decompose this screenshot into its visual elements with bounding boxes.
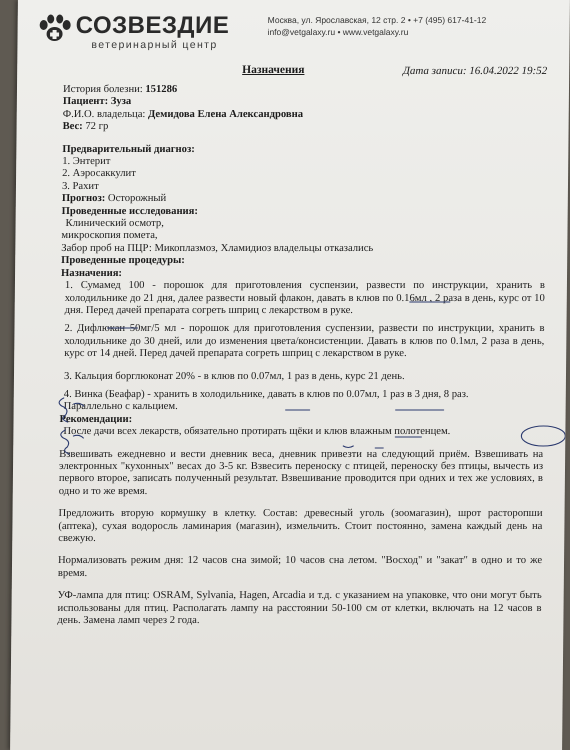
recommendation-paragraph: Нормализовать режим дня: 12 часов сна зимой; 10 часов сна летом. "Восход" и "закат" в одно и то же время. bbox=[57, 555, 543, 579]
paw-logo-icon bbox=[37, 14, 71, 44]
prognosis-value: Осторожный bbox=[107, 193, 167, 205]
title-row bbox=[17, 64, 569, 82]
recommendation-paragraph: После дачи всех лекарств, обязательно протирать щёки и клюв влажным полотенцем. bbox=[63, 426, 451, 438]
clinic-subtitle: ветеринарный центр bbox=[91, 39, 218, 51]
procedures-heading: Проведенные процедуры: bbox=[61, 255, 185, 267]
recommendations-heading: Рекомендации: bbox=[59, 413, 133, 425]
history-label: История болезни: bbox=[62, 84, 143, 95]
patient-line bbox=[63, 96, 551, 108]
clinic-header bbox=[37, 12, 559, 52]
weight-label: Вес: bbox=[62, 121, 83, 133]
investigations-heading: Проведенные исследования: bbox=[61, 205, 199, 217]
prescription-item: 1. Сумамед 100 - порошок для приготовления суспензии, развести по инструкции, хранить в холодильнике до 21 дня, далее развести новый флакон, давать в клюв по 0.16мл , 2 раза в день, курс от 10 дня. Перед дачей препарата согреть шприц с лекарством в руке. bbox=[64, 280, 545, 316]
spacer bbox=[59, 439, 547, 449]
document-body bbox=[57, 84, 551, 627]
prescription-item: 4. Винка (Беафар) - хранить в холодильнике, давать в клюв по 0.07мл, 1 раз в 3 дня, 8 раз. bbox=[63, 388, 469, 400]
record-date: Дата записи: 16.04.2022 19:52 bbox=[402, 65, 548, 77]
clinic-contacts bbox=[268, 14, 487, 38]
owner-line bbox=[63, 109, 551, 121]
clinic-web: info@vetgalaxy.ru • www.vetgalaxy.ru bbox=[267, 27, 409, 37]
history-line bbox=[63, 84, 551, 96]
diagnosis-item: 1. Энтерит bbox=[62, 156, 111, 168]
prescription-note: Параллельно с кальцием. bbox=[63, 401, 178, 413]
owner-label: Ф.И.О. владельца: bbox=[62, 108, 146, 120]
spacer bbox=[60, 361, 548, 371]
spacer bbox=[62, 134, 550, 144]
clinic-address: Москва, ул. Ярославская, 12 стр. 2 • +7 (495) 617-41-12 bbox=[267, 15, 487, 25]
prognosis-label: Прогноз: bbox=[61, 193, 106, 205]
diagnosis-item: 2. Аэросаккулит bbox=[62, 168, 136, 180]
investigation-item: микроскопия помета, bbox=[61, 230, 158, 242]
history-value: 151286 bbox=[145, 84, 178, 95]
investigation-item: Забор проб на ПЦР: Микоплазмоз, Хламидиоз владельцы отказались bbox=[61, 242, 374, 254]
document-sheet bbox=[10, 0, 570, 750]
recommendation-paragraph: Взвешивать ежедневно и вести дневник веса, дневник привезти на следующий приём. Взвешивать на электронных "кухонных" весах до 3-5 кг. Взвесить переноску с птицей, переноску без птицы, вычесть из первого второе, записать полученный результат. Взвешивание проводится при одних и тех же условиях, в одно и то же время. bbox=[58, 448, 544, 497]
clinic-name: СОЗВЕЗДИЕ bbox=[75, 12, 230, 39]
investigation-item: Клинический осмотр, bbox=[65, 218, 164, 230]
spacer bbox=[59, 498, 547, 508]
recommendation-paragraph: УФ-лампа для птиц: OSRAM, Sylvania, Hagen, Arcadia и т.д. с указанием на упаковке, что они могут быть использованы для птиц. Располагать лампу на расстоянии 50-100 см от клетки, включать на 12 часов в день. Замена ламп через 2 года. bbox=[57, 590, 542, 627]
diagnosis-heading: Предварительный диагноз: bbox=[62, 143, 195, 155]
prescription-item: 2. Дифлюкан 50мг/5 мл - порошок для приготовления суспензии, развести по инструкции, хранить в холодильнике до 30 дней, или до изменения цвета/консистенции. Давать в клюв по 0.1мл, 2 раза в день, курс от 14 дней. Перед дачей препарата согреть шприц с лекарством в руке. bbox=[64, 323, 545, 360]
weight-value: 72 гр bbox=[85, 121, 109, 133]
patient-label: Пациент: bbox=[62, 96, 109, 108]
document-title: Назначения bbox=[242, 64, 305, 76]
prescriptions-heading: Назначения: bbox=[61, 267, 123, 279]
diagnosis-item: 3. Рахит bbox=[61, 180, 99, 192]
spacer bbox=[58, 545, 546, 555]
prognosis-line bbox=[62, 193, 550, 205]
prescription-item: 3. Кальция борглюконат 20% - в клюв по 0.07мл, 1 раз в день, курс 21 день. bbox=[63, 370, 405, 382]
owner-value: Демидова Елена Александровна bbox=[147, 108, 304, 120]
spacer bbox=[58, 580, 546, 590]
patient-value: Зуза bbox=[110, 96, 132, 108]
weight-line bbox=[63, 121, 551, 133]
recommendation-paragraph: Предложить вторую кормушку в клетку. Состав: древесный уголь (зоомагазин), шрот расторопши (аптека), сухая водоросль ламинария (магазин), измельчить. Стоит постоянно, замена каждый день на свежую. bbox=[58, 508, 543, 544]
